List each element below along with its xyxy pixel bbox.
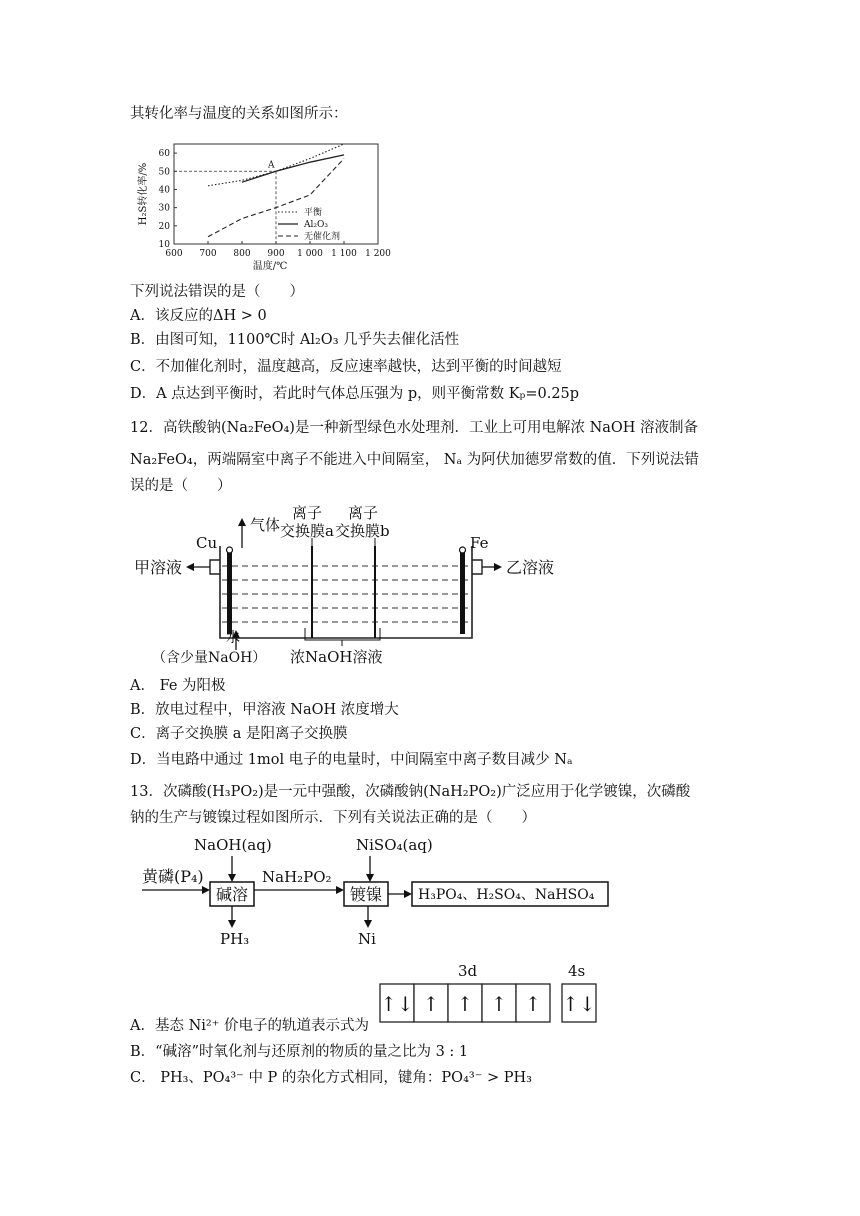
orbital-diagram: [376, 958, 606, 1028]
box2-label: 镀镍: [350, 885, 383, 904]
electrolysis-diagram: [130, 500, 555, 670]
label-4s: 4s: [568, 962, 586, 980]
cell-wall: [220, 546, 472, 638]
orbital-arrow: ↑: [422, 992, 440, 1016]
membrane-b-label-2: 交换膜b: [335, 522, 390, 540]
q12-option-d: D．当电路中通过 1mol 电子的电量时，中间隔室中离子数目减少 Nₐ: [130, 752, 573, 768]
q12-option-c: C．离子交换膜 a 是阳离子交换膜: [130, 726, 348, 742]
conversion-chart: [128, 140, 398, 280]
q12-stem-line2: Na₂FeO₄，两端隔室中离子不能进入中间隔室， Nₐ 为阿伏加德罗常数的值．下列说法错: [130, 452, 699, 468]
y-tick-label: 10: [158, 240, 170, 250]
q12-option-b: B．放电过程中，甲溶液 NaOH 浓度增大: [130, 702, 399, 718]
flow-diagram: [140, 832, 620, 950]
fe-electrode: [460, 552, 465, 634]
x-tick-label: 1 000: [297, 249, 323, 259]
naoh-label: NaOH(aq): [194, 836, 272, 854]
point-a-label: A: [268, 160, 275, 171]
box1-label: 碱溶: [216, 885, 249, 904]
legend-label-2: 无催化剂: [304, 232, 341, 242]
right-solution-label: 乙溶液: [506, 558, 555, 577]
orbital-arrow: ↑: [456, 992, 474, 1016]
q13-stem-line2: 钠的生产与镀镍过程如图所示．下列有关说法正确的是（ ）: [130, 810, 536, 826]
q13-option-c: C． PH₃、PO₄³⁻ 中 P 的杂化方式相同，键角：PO₄³⁻ > PH₃: [130, 1070, 532, 1086]
q11-option-b: B．由图可知，1100℃时 Al₂O₃ 几乎失去催化活性: [130, 332, 460, 348]
y-tick-label: 40: [158, 185, 170, 196]
orbital-arrow: ↑↓: [380, 992, 414, 1016]
gas-label: 气体: [250, 516, 281, 534]
orbital-3d-boxes: [380, 984, 550, 1022]
q13-stem-line1: 13．次磷酸(H₃PO₂)是一元中强酸，次磷酸钠(NaH₂PO₂)广泛应用于化学镀镍，次磷酸: [130, 784, 691, 800]
orbital-arrow: ↑: [524, 992, 542, 1016]
legend-label-0: 平衡: [304, 208, 323, 218]
left-solution-label: 甲溶液: [134, 558, 183, 577]
legend-label-1: Al₂O₃: [304, 220, 328, 230]
intro-text: 其转化率与温度的关系如图所示：: [130, 106, 348, 122]
q12-option-a: A． Fe 为阳极: [130, 678, 226, 694]
series-line-0: [208, 144, 344, 186]
q13-option-a: A．基态 Ni²⁺ 价电子的轨道表示式为: [130, 1018, 369, 1034]
liquid-level: [222, 566, 470, 622]
x-tick-label: 1 100: [331, 249, 357, 259]
q13-option-b: B．“碱溶”时氧化剂与还原剂的物质的量之比为 3 : 1: [130, 1044, 469, 1060]
orbital-arrow: ↑↓: [562, 992, 596, 1016]
q12-stem-line3: 误的是（ ）: [130, 478, 232, 494]
products-label: H₃PO₄、H₂SO₄、NaHSO₄: [418, 887, 595, 903]
mid-label: NaH₂PO₂: [262, 868, 332, 886]
series-line-1: [242, 155, 344, 182]
x-tick-label: 800: [233, 249, 251, 259]
membrane-a-label-1: 离子: [292, 504, 323, 522]
ph3-label: PH₃: [220, 930, 250, 948]
q11-option-d: D．A 点达到平衡时，若此时气体总压强为 p，则平衡常数 Kₚ=0.25p: [130, 386, 580, 402]
label-3d: 3d: [458, 962, 478, 980]
orbital-arrow: ↑: [490, 992, 508, 1016]
center-solution-label: 浓NaOH溶液: [290, 648, 383, 666]
orbital-4s-box: [562, 984, 596, 1022]
q11-option-c: C．不加催化剂时，温度越高，反应速率越快，达到平衡的时间越短: [130, 359, 562, 375]
y-tick-label: 20: [158, 221, 170, 232]
fe-label: Fe: [470, 534, 489, 552]
x-tick-label: 600: [165, 249, 183, 259]
q11-option-a: A．该反应的ΔH > 0: [130, 308, 267, 324]
p4-label: 黄磷(P₄): [142, 867, 204, 886]
y-tick-label: 60: [158, 149, 170, 160]
y-axis-label: H₂S转化率/%: [138, 162, 149, 226]
cu-label: Cu: [196, 534, 218, 552]
q11-stem: 下列说法错误的是（ ）: [130, 284, 304, 300]
y-tick-label: 30: [158, 203, 170, 214]
x-tick-label: 900: [267, 249, 285, 259]
water-note-label: （含少量NaOH）: [152, 650, 267, 666]
membrane-a-label-2: 交换膜a: [280, 522, 334, 540]
x-tick-label: 1 200: [365, 249, 391, 259]
x-axis-label: 温度/℃: [252, 261, 288, 272]
x-tick-label: 700: [199, 249, 217, 259]
ni-label: Ni: [358, 930, 376, 948]
y-tick-label: 50: [158, 167, 170, 178]
membrane-b-label-1: 离子: [348, 504, 379, 522]
water-label: 水: [226, 630, 240, 646]
nis-label: NiSO₄(aq): [356, 836, 433, 854]
q12-stem-line1: 12．高铁酸钠(Na₂FeO₄)是一种新型绿色水处理剂．工业上可用电解浓 NaOH 溶液制备: [130, 420, 699, 436]
cu-electrode: [227, 552, 232, 634]
